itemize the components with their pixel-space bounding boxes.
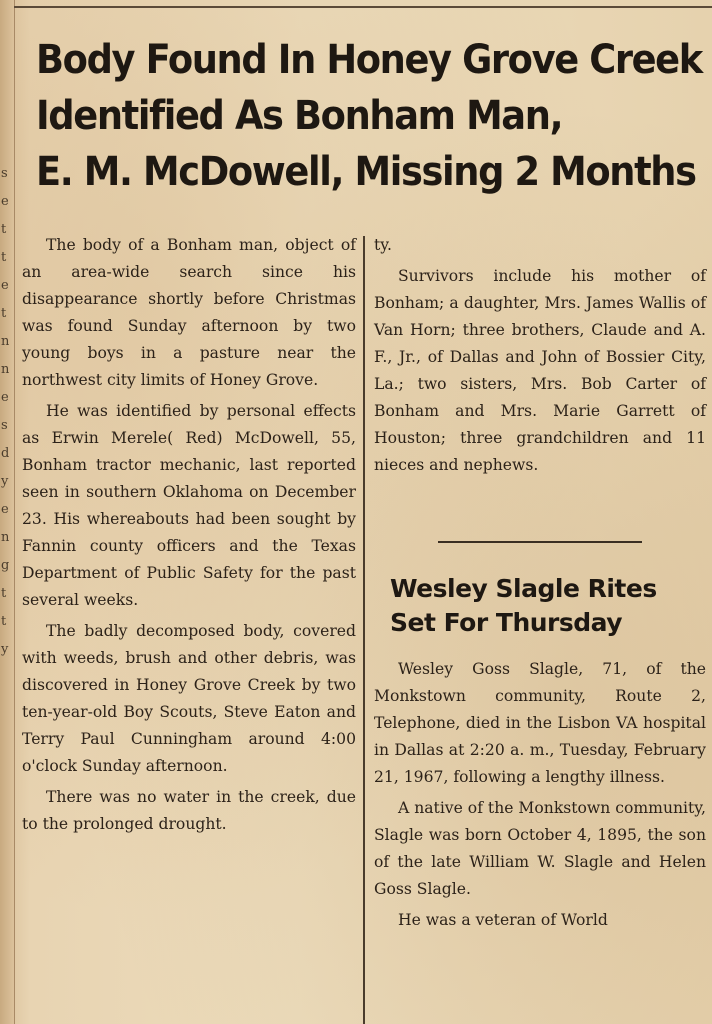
article-continuation: ty. xyxy=(374,236,392,254)
article-paragraph: He was identified by personal effects as Erwin Merele( Red) McDowell, 55, Bonham tractor mechanic, last reported seen in southern Oklahoma on December 23. His whereabouts had been sought by Fannin county officers and the Texas Department of Public Safety for the past several weeks. xyxy=(22,402,356,609)
second-headline-line-1: Wesley Slagle Rites xyxy=(390,574,657,603)
second-story-column xyxy=(374,656,706,938)
edge-letter: t xyxy=(1,222,7,237)
second-story-headline xyxy=(390,572,710,640)
survivors-paragraph: Survivors include his mother of Bonham; a daughter, Mrs. James Wallis of Van Horn; three brothers, Claude and A. F., Jr., of Dallas and John of Bossier City, La.; two sisters, Mrs. Bob Carter of Bonham and Mrs. Marie Garrett of Houston; three grandchildren and 11 nieces and nephews. xyxy=(374,267,706,474)
edge-letter: s xyxy=(1,166,8,181)
article-column-1 xyxy=(22,232,356,842)
edge-letter: e xyxy=(1,502,9,517)
top-rule xyxy=(14,6,712,8)
headline-line-1: Body Found In Honey Grove Creek xyxy=(36,37,702,83)
article-paragraph: The body of a Bonham man, object of an area-wide search since his disappearance shortly before Christmas was found Sunday afternoon by two young boys in a pasture near the northwest city limits of Honey Grove. xyxy=(22,236,356,389)
edge-letter: g xyxy=(1,558,10,573)
edge-letter: t xyxy=(1,614,7,629)
edge-letter: d xyxy=(1,446,10,461)
column-divider xyxy=(363,236,365,1024)
obituary-paragraph: He was a veteran of World xyxy=(398,911,608,929)
obituary-paragraph: Wesley Goss Slagle, 71, of the Monkstown community, Route 2, Telephone, died in the Lisbon VA hospital in Dallas at 2:20 a. m., Tuesday, February 21, 1967, following a lengthy illness. xyxy=(374,660,706,786)
second-headline-line-2: Set For Thursday xyxy=(390,608,623,637)
story-separator-rule xyxy=(438,541,642,543)
edge-letter: y xyxy=(1,642,9,657)
article-paragraph: The badly decomposed body, covered with weeds, brush and other debris, was discovered in Honey Grove Creek by two ten-year-old Boy Scouts, Steve Eaton and Terry Paul Cunningham around 4:00 o'clock Sunday afternoon. xyxy=(22,622,356,775)
edge-letter: n xyxy=(1,334,10,349)
edge-letter: n xyxy=(1,530,10,545)
edge-letter: t xyxy=(1,250,7,265)
main-headline xyxy=(36,32,702,200)
edge-letter: e xyxy=(1,194,9,209)
adjacent-column-letters xyxy=(1,160,11,664)
obituary-paragraph: A native of the Monkstown community, Slagle was born October 4, 1895, the son of the late William W. Slagle and Helen Goss Slagle. xyxy=(374,799,706,898)
headline-line-2: Identified As Bonham Man, xyxy=(36,93,563,139)
edge-letter: e xyxy=(1,390,9,405)
edge-letter: n xyxy=(1,362,10,377)
edge-letter: e xyxy=(1,278,9,293)
edge-letter: t xyxy=(1,586,7,601)
article-paragraph: There was no water in the creek, due to the prolonged drought. xyxy=(22,788,356,833)
edge-letter: s xyxy=(1,418,8,433)
headline-line-3: E. M. McDowell, Missing 2 Months xyxy=(36,149,696,195)
edge-letter: y xyxy=(1,474,9,489)
edge-letter: t xyxy=(1,306,7,321)
article-column-2 xyxy=(374,232,706,483)
